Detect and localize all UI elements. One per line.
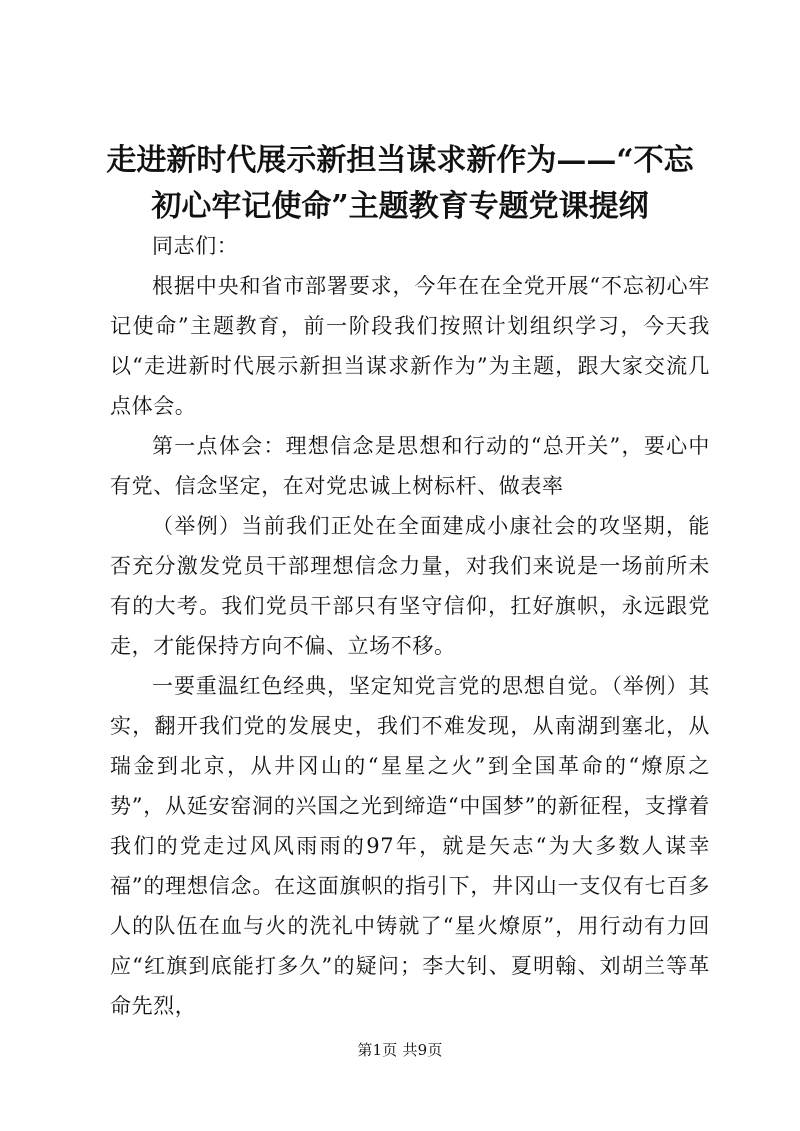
red-classics-paragraph: 一要重温红色经典，坚定知党言党的思想自觉。（举例）其实，翻开我们党的发展史，我们不难发现，从南湖到塞北，从瑞金到北京，从井冈山的“星星之火”到全国革命的“燎原之势”，从延安窑洞的兴国之光到缔造“中国梦”的新征程，支撑着我们的党走过风风雨雨的97年，就是矢志“为大多数人谋幸福”的理想信念。在这面旗帜的指引下，井冈山一支仅有七百多人的队伍在血与火的洗礼中铸就了“星火燎原”，用行动有力回应“红旗到底能打多久”的疑问；李大钊、夏明翰、刘胡兰等革命先烈， (110, 674, 710, 1018)
intro-paragraph: 根据中央和省市部署要求，今年在在全党开展“不忘初心牢记使命”主题教育，前一阶段我们按照计划组织学习，今天我以“走进新时代展示新担当谋求新作为”为主题，跟大家交流几点体会。 (110, 274, 710, 418)
document-body (110, 226, 710, 1026)
document-title: 走进新时代展示新担当谋求新作为——“不忘初心牢记使命”主题教育专题党课提纲 (106, 143, 694, 224)
page-footer: 第1页 共9页 (357, 1041, 443, 1059)
example-paragraph: （举例）当前我们正处在全面建成小康社会的攻坚期，能否充分激发党员干部理想信念力量，对我们来说是一场前所未有的大考。我们党员干部只有坚守信仰，扛好旗帜，永远跟党走，才能保持方向不偏、立场不移。 (110, 514, 710, 658)
salutation-paragraph: 同志们： (152, 234, 239, 258)
first-point-heading: 第一点体会：理想信念是思想和行动的“总开关”，要心中有党、信念坚定，在对党忠诚上树标杆、做表率 (110, 434, 710, 498)
